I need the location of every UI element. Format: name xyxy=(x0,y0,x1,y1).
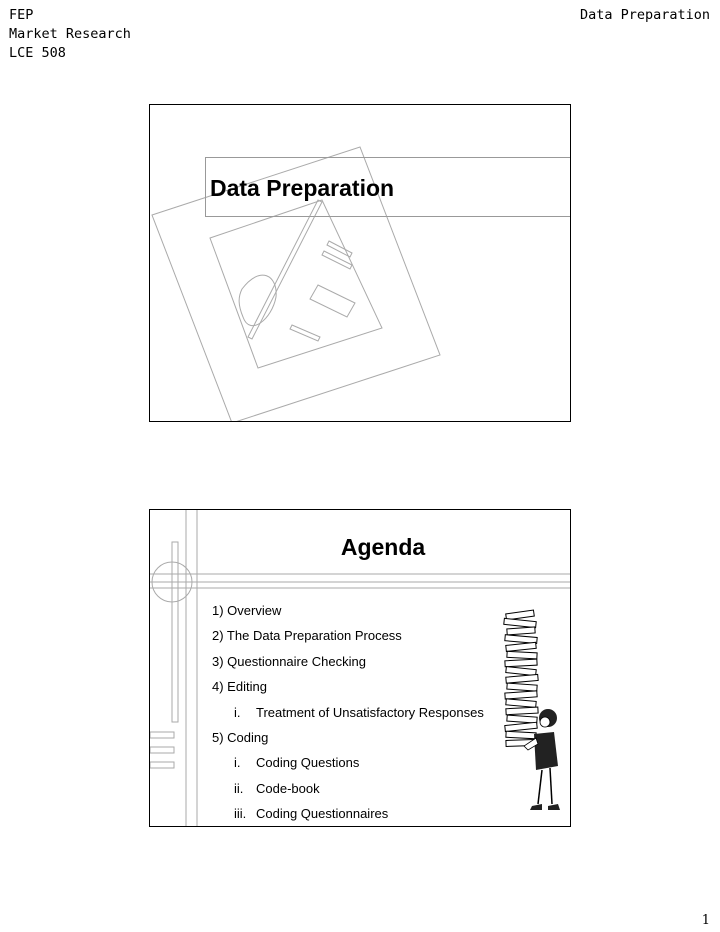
agenda-item: 1) Overview xyxy=(212,603,282,618)
agenda-item: 3) Questionnaire Checking xyxy=(212,653,366,669)
agenda-subitem: i. Coding Questions xyxy=(234,755,360,771)
header-line-2: Market Research xyxy=(9,26,131,42)
agenda-item: 2) The Data Preparation Process xyxy=(212,628,402,644)
page-number: 1 xyxy=(701,913,710,928)
slide-2 xyxy=(149,509,571,827)
slide-1 xyxy=(149,104,571,422)
agenda-list xyxy=(212,598,484,827)
agenda-item: 5) Coding xyxy=(212,729,269,745)
header-course-info xyxy=(9,6,131,63)
slide-2-title: Agenda xyxy=(340,534,426,560)
slide-1-background-graphic xyxy=(150,105,571,422)
agenda-subitem: i. Treatment of Unsatisfactory Responses xyxy=(234,704,484,720)
agenda-item: 4) Editing xyxy=(212,679,267,695)
header-line-1: FEP xyxy=(9,7,34,23)
header-line-3: LCE 508 xyxy=(9,45,66,61)
person-carrying-papers-illustration xyxy=(498,606,570,818)
agenda-subitem: iii. Coding Questionnaires xyxy=(234,806,389,822)
header-document-title: Data Preparation xyxy=(579,7,710,23)
slide-1-title: Data Preparation xyxy=(210,175,395,201)
agenda-subitem: ii. Code-book xyxy=(234,780,320,796)
